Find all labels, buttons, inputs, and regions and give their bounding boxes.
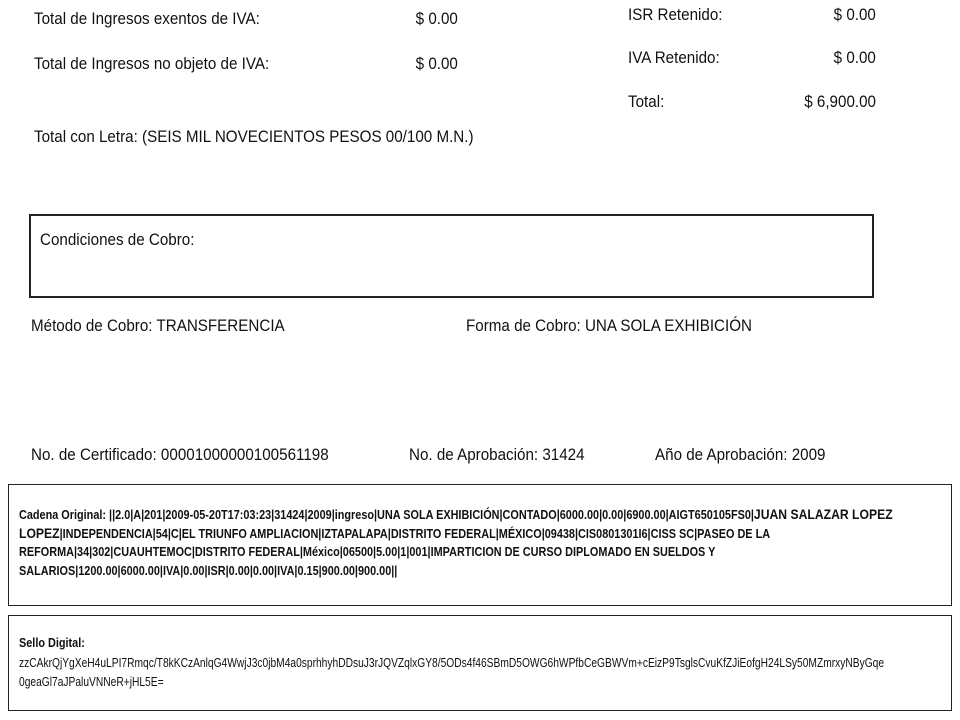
numero-aprobacion: No. de Aprobación: 31424 xyxy=(409,446,585,464)
numero-certificado: No. de Certificado: 00001000000100561198 xyxy=(31,446,329,464)
isr-value: $ 0.00 xyxy=(833,6,876,24)
forma-cobro: Forma de Cobro: UNA SOLA EXHIBICIÓN xyxy=(466,317,752,335)
total-label: Total: xyxy=(628,93,665,111)
total-value: $ 6,900.00 xyxy=(804,93,876,111)
no-objeto-value: $ 0.00 xyxy=(415,55,458,73)
exentos-value: $ 0.00 xyxy=(415,10,458,28)
condiciones-label: Condiciones de Cobro: xyxy=(40,231,195,249)
cadena-label: Cadena Original: xyxy=(19,508,110,522)
iva-label: IVA Retenido: xyxy=(628,49,720,67)
cadena-name-2: LOPEZ xyxy=(19,525,60,541)
total-con-letra: Total con Letra: (SEIS MIL NOVECIENTOS PESOS 00/100 M.N.) xyxy=(34,128,474,146)
anio-aprobacion: Año de Aprobación: 2009 xyxy=(655,446,826,464)
iva-value: $ 0.00 xyxy=(833,49,876,67)
cadena-text-1: ||2.0|A|201|2009-05-20T17:03:23|31424|2009|ingreso|UNA SOLA EXHIBICIÓN|CONTADO|6000.00|0.00|6900.00|AIGT650105FS0| xyxy=(109,508,754,522)
exentos-label: Total de Ingresos exentos de IVA: xyxy=(34,10,260,28)
cadena-text-2: |INDEPENDENCIA|54|C|EL TRIUNFO AMPLIACION|IZTAPALAPA|DISTRITO FEDERAL|MÉXICO|09438|CIS0801301I6|CISS SC|PASEO DE LA xyxy=(59,527,771,541)
metodo-cobro: Método de Cobro: TRANSFERENCIA xyxy=(31,317,285,335)
sello-line-1: zzCAkrQjYgXeH4uLPI7Rmqc/T8kKCzAnlqG4WwjJ3c0jbM4a0sprhhyhDDsuJ3rJQVZqlxGY8/5ODs4f46SBmD5OWG6hWPfbCeGBWVm+cEizP9TsglsCvuKfZJiEofgH24LSy50MZmrxyNByGqe xyxy=(19,655,885,670)
cadena-name-1: JUAN SALAZAR LOPEZ xyxy=(753,506,893,522)
sello-digital-box xyxy=(8,615,952,711)
no-objeto-label: Total de Ingresos no objeto de IVA: xyxy=(34,55,270,73)
isr-label: ISR Retenido: xyxy=(628,6,723,24)
sello-label: Sello Digital: xyxy=(19,636,85,650)
cadena-line-1 xyxy=(19,505,893,524)
cadena-line-3: REFORMA|34|302|CUAUHTEMOC|DISTRITO FEDERAL|México|06500|5.00|1|001|IMPARTICION DE CURSO DIPLOMADO EN SUELDOS Y xyxy=(19,545,716,559)
sello-line-2: 0geaGl7aJPaluVNNeR+jHL5E= xyxy=(19,674,164,689)
cadena-line-4: SALARIOS|1200.00|6000.00|IVA|0.00|ISR|0.00|0.00|IVA|0.15|900.00|900.00|| xyxy=(19,564,398,578)
cadena-original-box xyxy=(8,484,952,606)
condiciones-box xyxy=(29,214,874,298)
cadena-line-2 xyxy=(19,524,770,543)
